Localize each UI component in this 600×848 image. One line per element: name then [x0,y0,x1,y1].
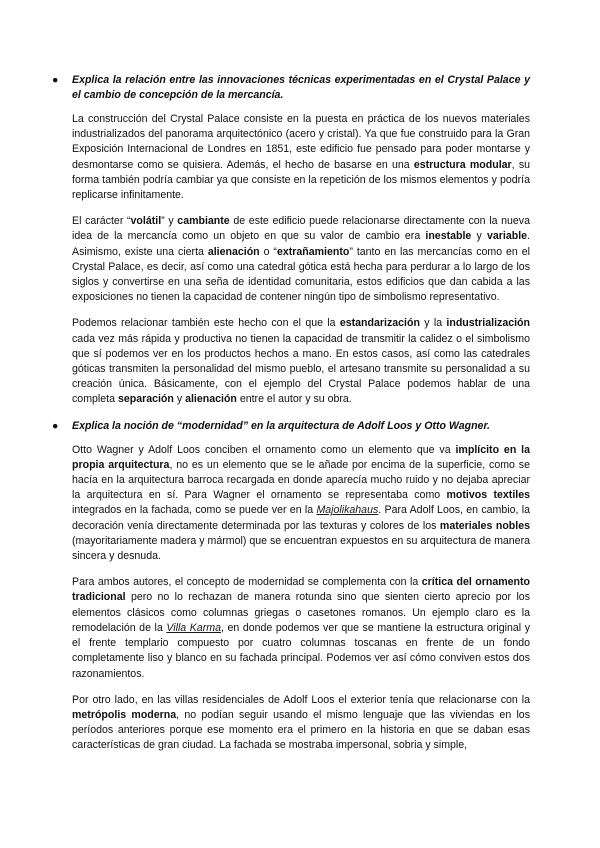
paragraph-3 [72,316,530,407]
bold-term: alienación [185,393,237,406]
bold-term: inestable [425,230,472,243]
bold-term: industrialización [446,317,530,330]
majolikahaus-link[interactable]: Majolikahaus [316,504,379,517]
document-body [52,73,530,765]
question-2 [52,419,530,434]
paragraph-5 [72,575,530,681]
text-run: entre el autor y su obra. [236,393,352,406]
text-run: , en donde podemos ver que se mantiene la estructura original y el frente templario compuesto por cuatro columnas toscanas en frente de un fondo completamente liso y blanco en su fachada principal. Podemos ver así cómo conviven estos dos razonamientos. [72,621,530,680]
bold-term: separación [117,393,174,406]
bullet-icon: ● [52,419,59,432]
text-run: cada vez más rápida y productiva no tienen la capacidad de transmitir la calidez o el simbolismo que sí podemos ver en los productos hechos a mano. En estos casos, así como las catedrales góticas transmiten la personalidad del mismo pueblo, el artesano transmite su personalidad a su creación única. Básicamente, con el ejemplo del Crystal Palace podemos hablar de una completa [72,332,530,406]
bold-term: motivos textiles [446,489,530,502]
text-run: pero no lo rechazan de manera rotunda sino que sienten cierto aprecio por los elementos clásicos como columnas griegas o casetones romanos. Un ejemplo claro es la remodelación de la [72,591,530,634]
question-1-text: Explica la relación entre las innovaciones técnicas experimentadas en el Crystal Palace y el cambio de concepción de la mercancía. [72,74,530,101]
bold-term: extrañamiento [276,245,350,258]
bold-term: volátil [130,215,162,228]
text-run: , su forma también podría cambiar ya que consiste en la repetición de los mismos elementos y podría replicarse infinitamente. [72,158,531,202]
text-run: integrados en la fachada, como se puede ver en la [72,504,317,517]
text-run: ” y [161,215,178,228]
text-run: , no es un elemento que se le añade por encima de la superficie, como se hacía en la arquitectura barroca recargada en donde aparecía mucho ruido y no dejaba apreciar la arquitectura en sí. Para Wagner el ornamento se representaba como [72,458,530,502]
bold-term: implícito en la propia arquitectura [72,443,531,471]
question-1 [52,73,530,103]
paragraph-1 [72,112,530,203]
bold-term: variable [486,230,528,243]
text-run: (mayoritariamente madera y mármol) que se encuentran expuestos en su arquitectura de manera sincera y desnuda. [72,534,530,563]
text-run: , no podían seguir usando el mismo lenguaje que las viviendas en los períodos anteriores porque ese momento era el primero en la historia en que se daban esas características de gran ciudad. La fachada se mostraba impersonal, sobria y simple, [72,708,530,752]
paragraph-4 [72,443,530,565]
paragraph-2 [72,214,530,305]
bullet-icon: ● [52,74,59,86]
text-run: y [471,230,487,243]
text-run: La construcción del Crystal Palace consiste en la puesta en práctica de los nuevos materiales industrializados del panorama arquitectónico (acero y cristal). Ya que fue construido para la Gran Exposición Internacional de Londres en 1851, este edificio fue pensado para poder montarse y desmontarse como se quisiera. Además, el hecho de basarse en una [72,113,530,171]
bold-term: materiales nobles [439,519,530,532]
text-run: Por otro lado, en las villas residenciales de Adolf Loos el exterior tenía que relacionarse con la [72,693,530,706]
question-2-text: Explica la noción de “modernidad” en la arquitectura de Adolf Loos y Otto Wagner. [72,419,490,432]
text-run: de este edificio puede relacionarse directamente con la nueva idea de la mercancía como un objeto en que su valor de cambio era [72,215,530,243]
paragraph-6 [72,693,530,754]
text-run: El carácter “ [72,215,131,228]
text-run: y la [419,317,447,330]
bold-term: cambiante [177,215,230,228]
villa-karma-link[interactable]: Villa Karma [166,621,221,634]
text-run: o “ [259,245,277,258]
text-run: . Asimismo, existe una cierta [72,230,530,258]
text-run: ” tanto en las mercancías como en el Crystal Palace, es decir, así como una catedral gótica está hecha para perdurar a lo largo de los siglos y convertirse en una seña de identidad comunitaria, estos edificios que dan cabida a las exposiciones no tienen la capacidad de contener ningún tipo de simbolismo representativo. [72,245,530,304]
bold-term: estructura modular [413,158,512,171]
text-run: Otto Wagner y Adolf Loos conciben el ornamento como un elemento que va [72,443,456,456]
text-run: . Para Adolf Loos, en cambio, la decoración venía directamente determinada por las texturas y colores de los [72,504,530,532]
text-run: Para ambos autores, el concepto de modernidad se complementa con la [72,576,422,589]
bold-term: metrópolis moderna [72,708,177,721]
text-run: Podemos relacionar también este hecho con el que la [72,317,340,330]
text-run: y [173,393,186,406]
bold-term: alienación [207,245,260,258]
bold-term: estandarización [339,317,420,330]
bold-term: crítica del ornamento tradicional [72,576,530,604]
